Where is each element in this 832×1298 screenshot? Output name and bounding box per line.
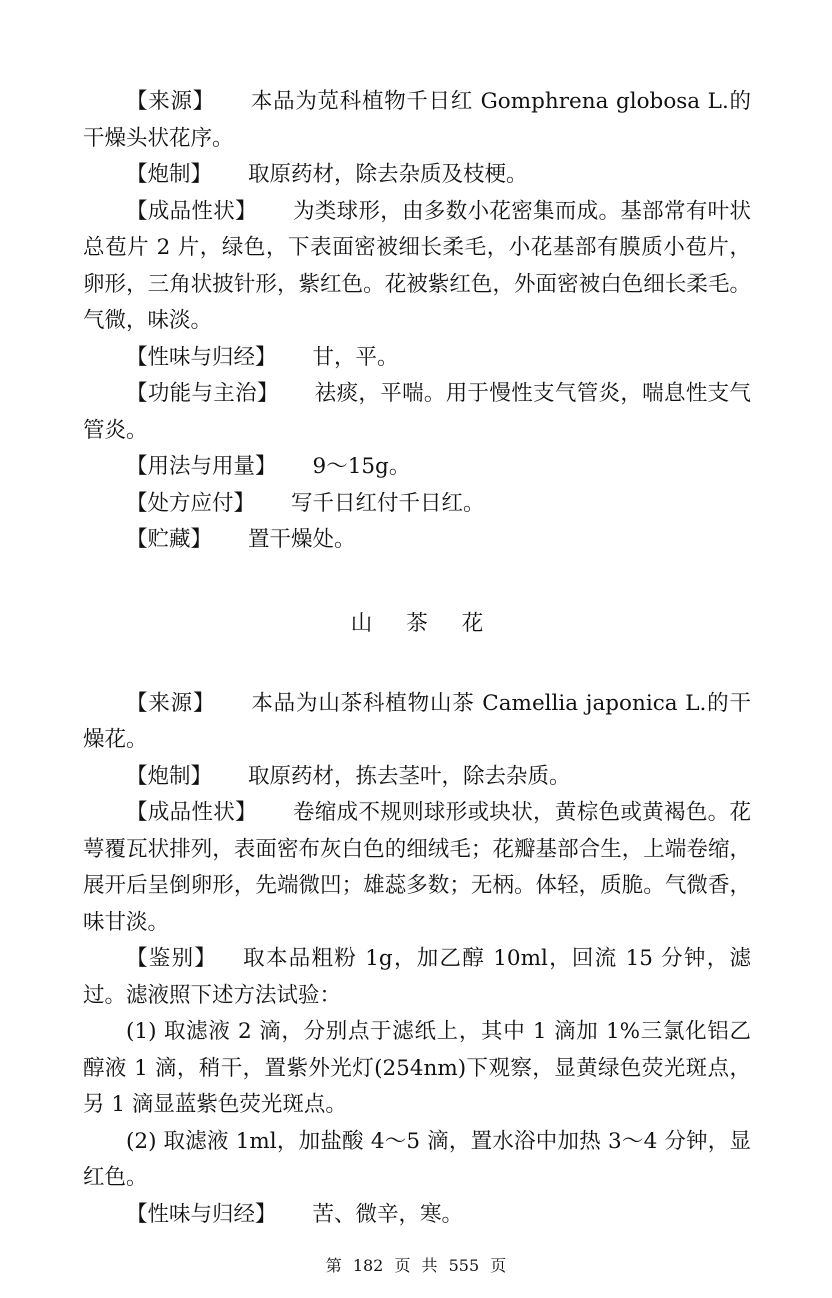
item-functions	[83, 376, 751, 449]
item-text: 祛痰，平喘。用于慢性支气管炎，喘息性支气管炎。	[83, 381, 751, 443]
page-content	[83, 84, 751, 1233]
item-label: 【性味与归经】	[126, 1201, 277, 1227]
item-text: 本品为山茶科植物山茶 Camellia japonica L.的干燥花。	[83, 690, 751, 752]
item-source	[83, 84, 751, 157]
item-text: 苦、微辛，寒。	[312, 1201, 464, 1227]
item-label: 【用法与用量】	[126, 454, 277, 479]
item-characteristics	[83, 194, 751, 340]
item-text: 为类球形，由多数小花密集而成。基部常有叶状总苞片 2 片，绿色，下表面密被细长柔毛，小花基部有膜质小苞片，卵形，三角状披针形，紫红色。花被紫红色，外面密被白色细长柔毛。气微，味淡。	[83, 198, 751, 333]
item-processing	[83, 157, 751, 194]
identification-test-1	[83, 1014, 751, 1124]
item-text: 本品为苋科植物千日红 Gomphrena globosa L.的干燥头状花序。	[83, 89, 751, 151]
item-label: 【成品性状】	[126, 198, 257, 224]
item-text: 取本品粗粉 1g，加乙醇 10ml，回流 15 分钟，滤过。滤液照下述方法试验：	[83, 946, 751, 1008]
item-processing	[83, 759, 751, 796]
item-label: 【来源】	[126, 89, 215, 114]
item-identification	[83, 941, 751, 1014]
item-characteristics	[83, 795, 751, 941]
item-text: (1) 取滤液 2 滴，分别点于滤纸上，其中 1 滴加 1%三氯化铝乙醇液 1 滴，稍干，置紫外光灯(254nm)下观察，显黄绿色荧光斑点，另 1 滴显蓝紫色荧光斑点。	[83, 1019, 751, 1117]
item-text: 取原药材，除去杂质及枝梗。	[248, 162, 528, 187]
item-label: 【炮制】	[126, 763, 213, 789]
item-storage	[83, 522, 751, 559]
item-text: 卷缩成不规则球形或块状，黄棕色或黄褐色。花萼覆瓦状排列，表面密布灰白色的细绒毛；花瓣基部合生，上端卷缩，展开后呈倒卵形，先端微凹；雄蕊多数；无柄。体轻，质脆。气微香，味甘淡。	[83, 800, 751, 935]
item-label: 【功能与主治】	[126, 381, 279, 406]
page-footer: 第 182 页 共 555 页	[325, 1256, 507, 1275]
item-label: 【来源】	[126, 690, 216, 716]
item-label: 【成品性状】	[126, 800, 257, 825]
item-text: 置干燥处。	[248, 527, 356, 552]
item-dosage	[83, 449, 751, 486]
item-text: 取原药材，拣去茎叶，除去杂质。	[248, 763, 571, 789]
section-title: 山茶花	[350, 610, 518, 636]
item-text: 甘，平。	[312, 344, 399, 370]
item-label: 【鉴别】	[126, 946, 218, 971]
item-label: 【贮藏】	[126, 527, 213, 552]
item-label: 【性味与归经】	[126, 344, 277, 370]
item-prescription	[83, 486, 751, 523]
item-text: (2) 取滤液 1ml，加盐酸 4～5 滴，置水浴中加热 3～4 分钟，显红色。	[83, 1128, 751, 1190]
identification-test-2	[83, 1124, 751, 1197]
item-text: 9～15g。	[312, 454, 411, 479]
item-text: 写千日红付千日红。	[291, 490, 485, 516]
item-label: 【处方应付】	[126, 490, 256, 516]
item-label: 【炮制】	[126, 162, 213, 187]
item-source	[83, 686, 751, 759]
item-nature-meridian	[83, 1197, 751, 1234]
item-nature-meridian	[83, 340, 751, 377]
